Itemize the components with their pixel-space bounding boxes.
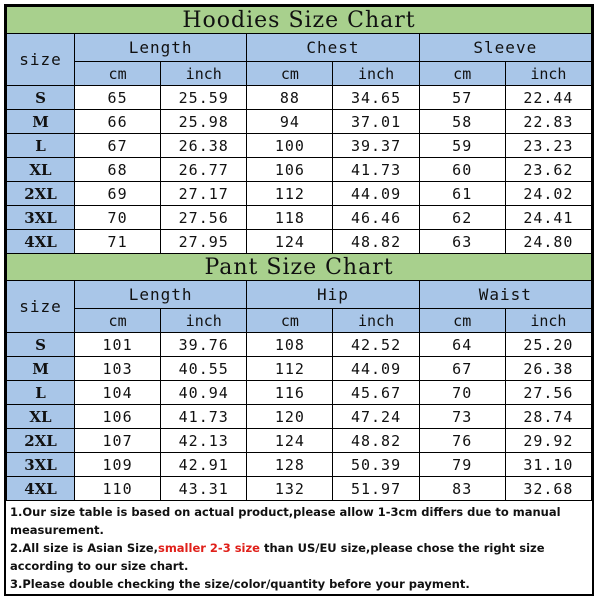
table-row: [7, 182, 592, 206]
table-cell: 73: [419, 405, 505, 429]
table-cell: 63: [419, 230, 505, 254]
note-2-highlight: smaller 2-3 size: [157, 541, 260, 555]
table-cell: 61: [419, 182, 505, 206]
table-cell: 23.62: [505, 158, 591, 182]
table-cell: 70: [419, 381, 505, 405]
table-cell: 132: [247, 477, 333, 501]
table-cell: 39.76: [161, 333, 247, 357]
table-cell: 40.94: [161, 381, 247, 405]
table-cell: 104: [75, 381, 161, 405]
table-row: [7, 206, 592, 230]
size-label: L: [7, 134, 75, 158]
table-cell: 27.17: [161, 182, 247, 206]
pant-size-table: [6, 253, 592, 501]
size-chart-sheet: [4, 4, 594, 596]
table-cell: 69: [75, 182, 161, 206]
table-cell: 70: [75, 206, 161, 230]
table-cell: 124: [247, 429, 333, 453]
table-cell: 25.20: [505, 333, 591, 357]
note-2-prefix: 2.All size is Asian Size,: [10, 541, 158, 555]
size-label: S: [7, 333, 75, 357]
size-label: S: [7, 86, 75, 110]
table-cell: 67: [75, 134, 161, 158]
table-cell: 60: [419, 158, 505, 182]
note-3: 3.Please double checking the size/color/quantity before your payment.: [10, 577, 470, 591]
table-cell: 62: [419, 206, 505, 230]
table-cell: 58: [419, 110, 505, 134]
table-cell: 128: [247, 453, 333, 477]
note-1: 1.Our size table is based on actual product,please allow 1-3cm differs due to manual measurement.: [10, 505, 561, 537]
table-row: [7, 381, 592, 405]
unit-header: inch: [505, 309, 591, 333]
size-notes: [6, 501, 592, 593]
table-cell: 22.44: [505, 86, 591, 110]
table-cell: 50.39: [333, 453, 419, 477]
table-cell: 88: [247, 86, 333, 110]
table-cell: 106: [247, 158, 333, 182]
size-label: L: [7, 381, 75, 405]
table-row: [7, 405, 592, 429]
table-cell: 45.67: [333, 381, 419, 405]
table-cell: 46.46: [333, 206, 419, 230]
unit-header: inch: [333, 309, 419, 333]
table-row: [7, 110, 592, 134]
table-row: [7, 134, 592, 158]
size-label: XL: [7, 405, 75, 429]
table-cell: 79: [419, 453, 505, 477]
table-cell: 107: [75, 429, 161, 453]
unit-header: cm: [247, 62, 333, 86]
table-cell: 94: [247, 110, 333, 134]
pant-title: Pant Size Chart: [7, 254, 592, 281]
table-row: [7, 453, 592, 477]
size-column-header: size: [7, 281, 75, 333]
table-cell: 32.68: [505, 477, 591, 501]
table-cell: 118: [247, 206, 333, 230]
table-row: [7, 357, 592, 381]
table-cell: 27.56: [161, 206, 247, 230]
size-column-header: size: [7, 34, 75, 86]
table-cell: 48.82: [333, 230, 419, 254]
table-cell: 103: [75, 357, 161, 381]
table-cell: 59: [419, 134, 505, 158]
unit-header: cm: [419, 309, 505, 333]
table-cell: 22.83: [505, 110, 591, 134]
table-cell: 23.23: [505, 134, 591, 158]
table-cell: 109: [75, 453, 161, 477]
table-cell: 26.38: [505, 357, 591, 381]
table-cell: 120: [247, 405, 333, 429]
table-cell: 100: [247, 134, 333, 158]
table-cell: 106: [75, 405, 161, 429]
table-cell: 44.09: [333, 182, 419, 206]
table-cell: 67: [419, 357, 505, 381]
table-cell: 68: [75, 158, 161, 182]
table-cell: 57: [419, 86, 505, 110]
table-cell: 25.59: [161, 86, 247, 110]
unit-header: cm: [247, 309, 333, 333]
table-cell: 26.77: [161, 158, 247, 182]
table-cell: 44.09: [333, 357, 419, 381]
table-cell: 28.74: [505, 405, 591, 429]
table-row: [7, 477, 592, 501]
group-header-sleeve: Sleeve: [419, 34, 591, 62]
table-cell: 101: [75, 333, 161, 357]
table-cell: 71: [75, 230, 161, 254]
table-cell: 26.38: [161, 134, 247, 158]
unit-header: inch: [161, 62, 247, 86]
table-row: [7, 230, 592, 254]
table-cell: 110: [75, 477, 161, 501]
table-cell: 27.56: [505, 381, 591, 405]
table-cell: 66: [75, 110, 161, 134]
group-header-hip: Hip: [247, 281, 419, 309]
table-cell: 64: [419, 333, 505, 357]
table-row: [7, 429, 592, 453]
table-cell: 25.98: [161, 110, 247, 134]
table-cell: 40.55: [161, 357, 247, 381]
hoodies-title: Hoodies Size Chart: [7, 7, 592, 34]
table-cell: 42.52: [333, 333, 419, 357]
table-cell: 47.24: [333, 405, 419, 429]
table-cell: 76: [419, 429, 505, 453]
unit-header: cm: [75, 309, 161, 333]
table-cell: 41.73: [333, 158, 419, 182]
size-label: M: [7, 357, 75, 381]
table-cell: 37.01: [333, 110, 419, 134]
size-label: M: [7, 110, 75, 134]
note-2: [10, 539, 588, 575]
table-cell: 29.92: [505, 429, 591, 453]
size-label: 3XL: [7, 453, 75, 477]
table-cell: 27.95: [161, 230, 247, 254]
table-cell: 116: [247, 381, 333, 405]
table-cell: 83: [419, 477, 505, 501]
table-cell: 124: [247, 230, 333, 254]
size-label: 3XL: [7, 206, 75, 230]
table-row: [7, 158, 592, 182]
size-label: XL: [7, 158, 75, 182]
table-cell: 41.73: [161, 405, 247, 429]
table-cell: 24.02: [505, 182, 591, 206]
unit-header: inch: [505, 62, 591, 86]
table-cell: 39.37: [333, 134, 419, 158]
size-label: 4XL: [7, 477, 75, 501]
table-row: [7, 333, 592, 357]
unit-header: inch: [333, 62, 419, 86]
table-cell: 48.82: [333, 429, 419, 453]
table-cell: 34.65: [333, 86, 419, 110]
unit-header: cm: [75, 62, 161, 86]
unit-header: inch: [161, 309, 247, 333]
size-label: 4XL: [7, 230, 75, 254]
size-label: 2XL: [7, 429, 75, 453]
group-header-length: Length: [75, 34, 247, 62]
hoodies-size-table: [6, 6, 592, 254]
table-cell: 42.91: [161, 453, 247, 477]
table-cell: 31.10: [505, 453, 591, 477]
table-cell: 24.80: [505, 230, 591, 254]
size-label: 2XL: [7, 182, 75, 206]
table-cell: 24.41: [505, 206, 591, 230]
table-cell: 65: [75, 86, 161, 110]
table-cell: 108: [247, 333, 333, 357]
table-cell: 112: [247, 182, 333, 206]
note-2-suffix: than US/EU size,please chose the right size according to our size chart.: [10, 541, 545, 573]
group-header-waist: Waist: [419, 281, 591, 309]
group-header-length: Length: [75, 281, 247, 309]
table-cell: 42.13: [161, 429, 247, 453]
group-header-chest: Chest: [247, 34, 419, 62]
table-row: [7, 86, 592, 110]
unit-header: cm: [419, 62, 505, 86]
table-cell: 43.31: [161, 477, 247, 501]
table-cell: 51.97: [333, 477, 419, 501]
table-cell: 112: [247, 357, 333, 381]
